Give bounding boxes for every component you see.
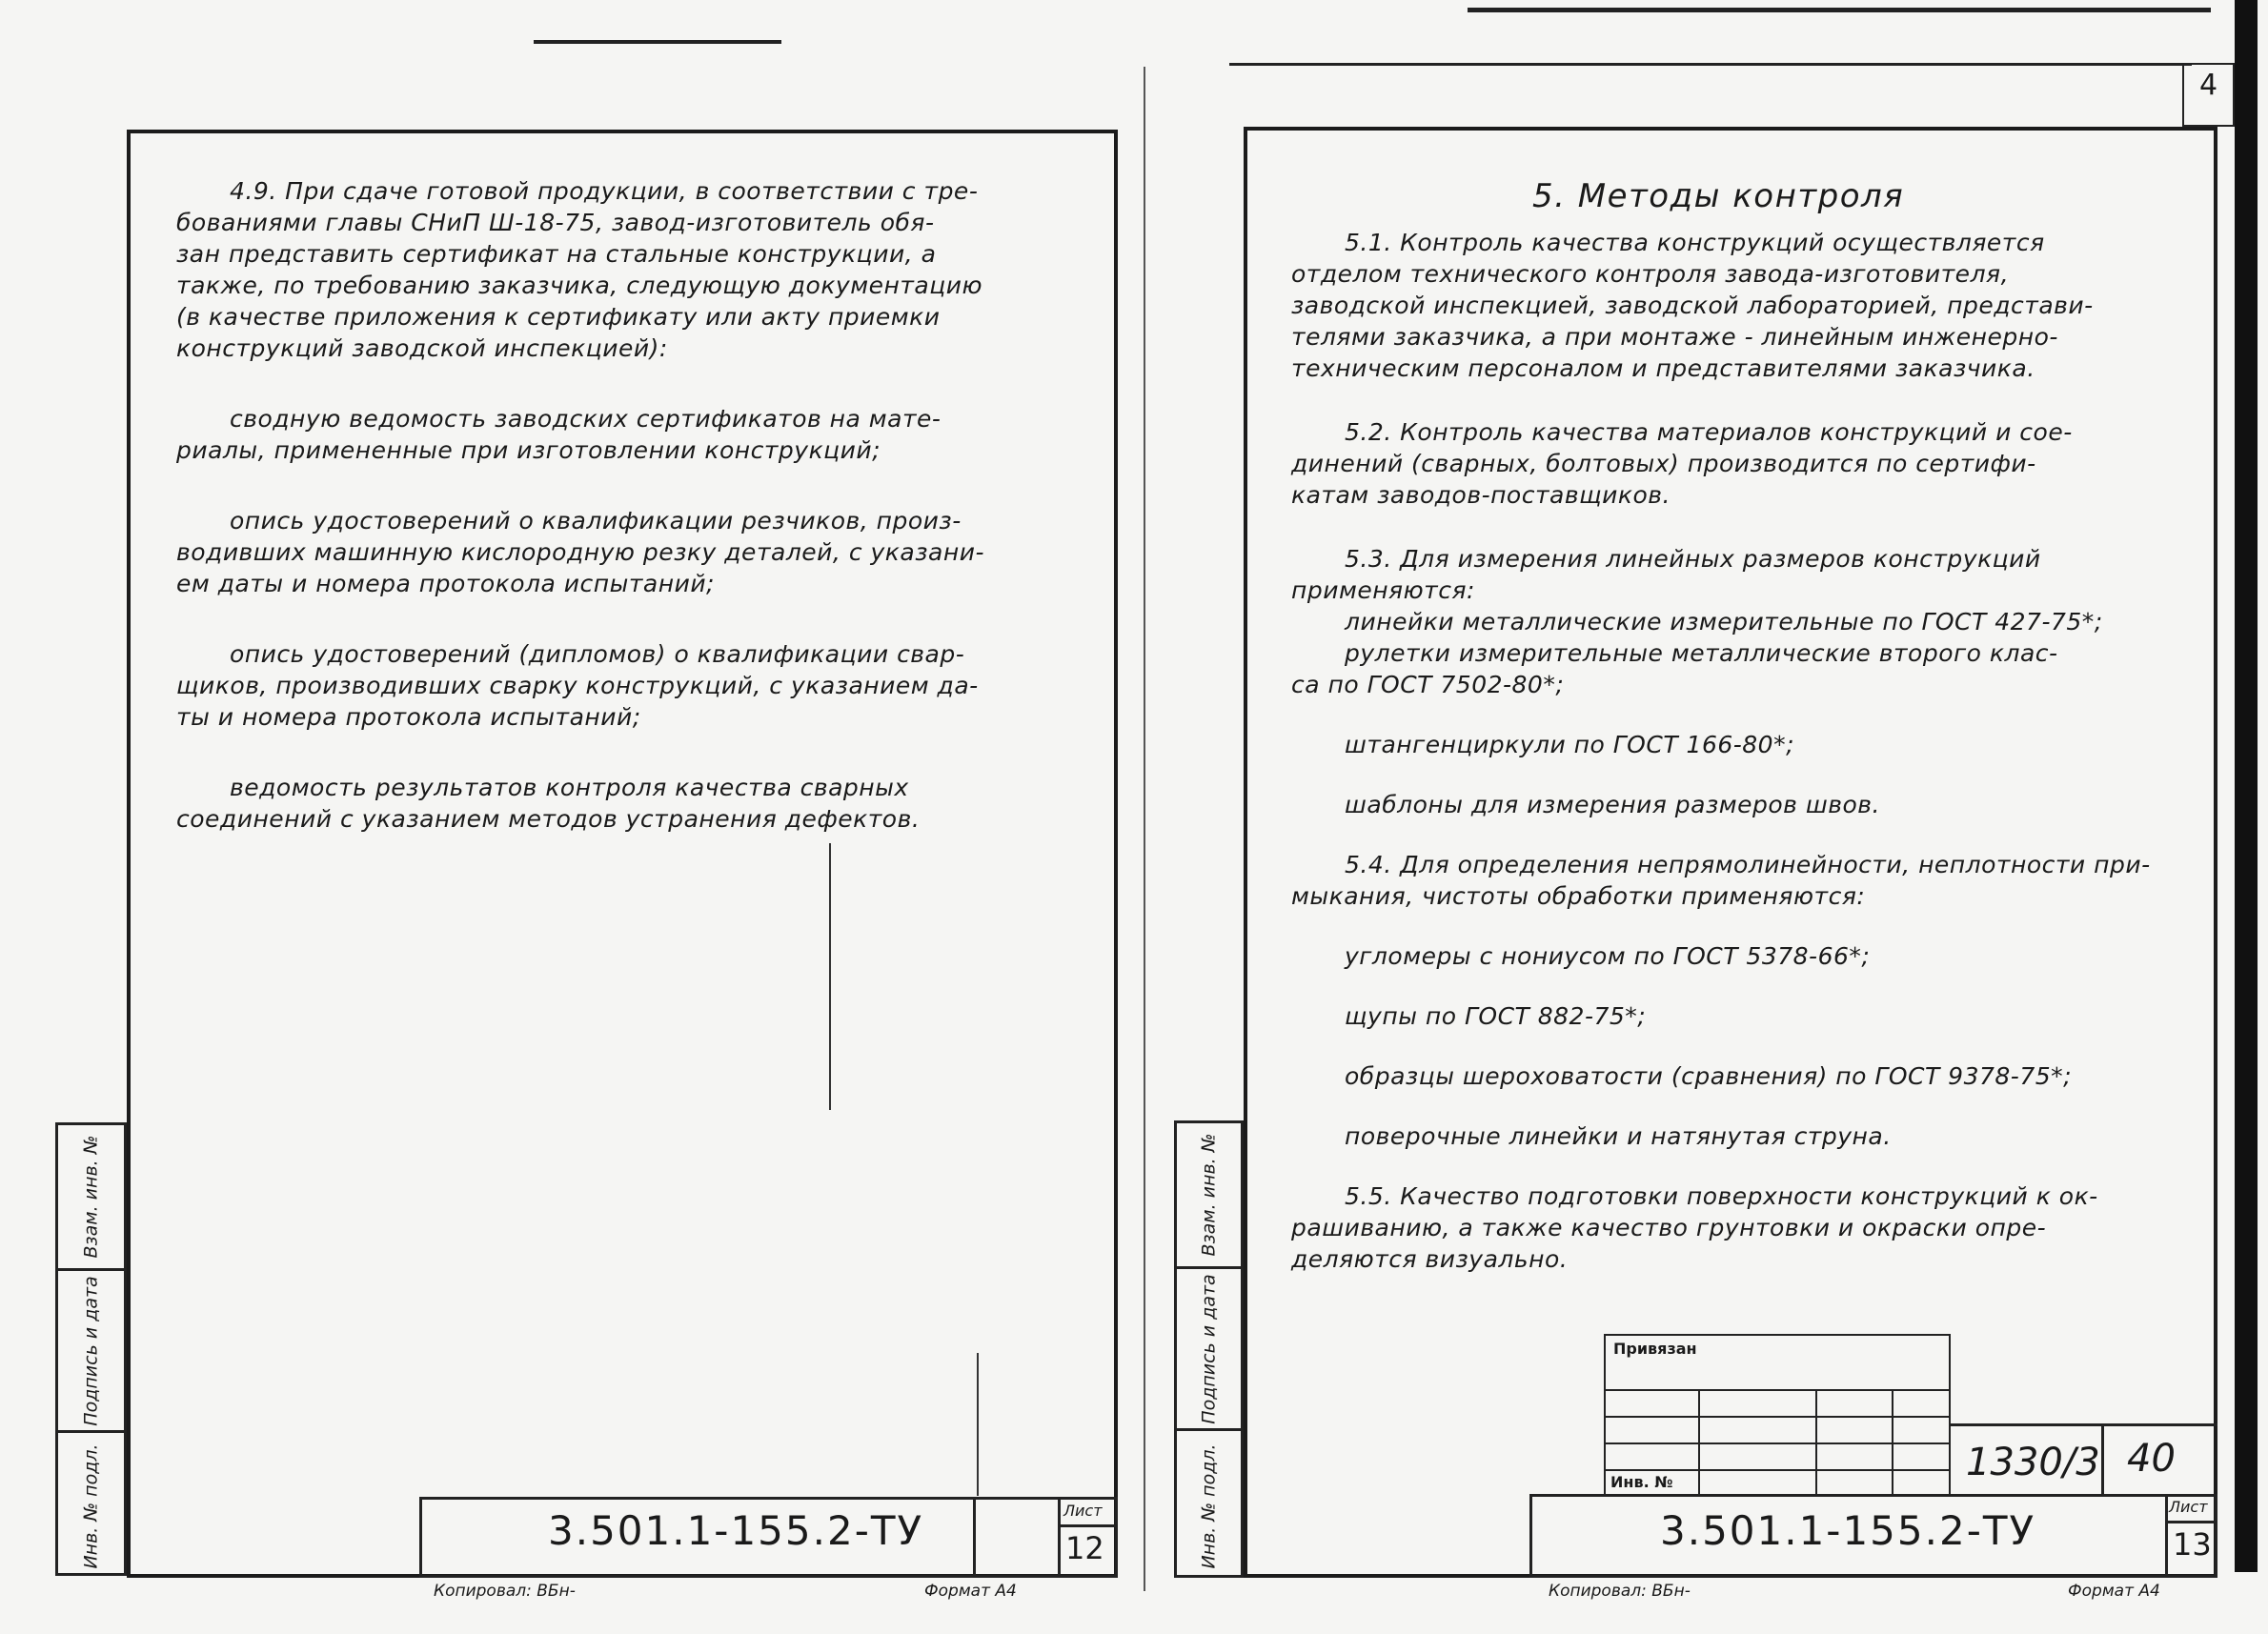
handwritten-page: 40: [2127, 1437, 2176, 1481]
scan-edge: [2235, 0, 2258, 1572]
grid-line: [1892, 1389, 1893, 1496]
stamp-divider: [1058, 1524, 1118, 1527]
paragraph-5-4: [1291, 849, 2151, 912]
left-sheet-label: Лист: [1063, 1502, 1103, 1520]
text-line: 5.4. Для определения непрямолинейности, неплотности при-: [1345, 851, 2151, 878]
text-line: отделом технического контроля завода-изготовителя,: [1291, 260, 2010, 288]
text-line: сводную ведомость заводских сертификатов на мате-: [230, 405, 942, 433]
text-line: риалы, примененные при изготовлении конструкций;: [176, 436, 881, 464]
grid-line: [1604, 1442, 1951, 1444]
text-line: заводской инспекцией, заводской лабораторией, представи-: [1291, 292, 2094, 319]
paragraph-rulers: [1291, 1120, 2151, 1152]
left-side-strip: [55, 1122, 127, 1576]
text-line: техническим персоналом и представителями заказчика.: [1291, 354, 2035, 382]
left-sheet-number: 12: [1065, 1530, 1104, 1566]
left-page-text: [176, 175, 984, 874]
left-copied-by: Копировал: ВБн-: [434, 1582, 576, 1601]
text-line: линейки металлические измерительные по ГОСТ 427-75*;: [1345, 608, 2103, 635]
text-line: также, по требованию заказчика, следующую документацию: [176, 272, 983, 299]
stamp-divider: [2165, 1494, 2168, 1578]
text-line: ведомость результатов контроля качества сварных: [230, 774, 909, 801]
scan-mark: [977, 1353, 979, 1496]
stamp-line: [2101, 1423, 2104, 1497]
text-line: мыкания, чистоты обработки применяются:: [1291, 882, 1866, 910]
text-line: зан представить сертификат на стальные конструкции, а: [176, 240, 937, 268]
right-page-text: [1291, 227, 2151, 1275]
paragraph-protractors: [1291, 940, 2151, 972]
handwritten-number: 1330/3: [1966, 1441, 2100, 1484]
text-line: бованиями главы СНиП Ш-18-75, завод-изготовитель обя-: [176, 209, 935, 236]
section-title: 5. Методы контроля: [1532, 177, 1905, 215]
bound-label: Привязан: [1613, 1340, 1697, 1358]
grid-line: [1604, 1416, 1951, 1418]
grid-line: [1604, 1469, 1951, 1471]
text-line: рашиванию, а также качество грунтовки и окраски опре-: [1291, 1214, 2047, 1241]
paragraph-templates: [1291, 789, 2151, 820]
grid-line: [1604, 1389, 1951, 1391]
text-line: ты и номера протокола испытаний;: [176, 703, 641, 731]
text-line: применяются:: [1291, 576, 1475, 604]
page-fold: [1144, 67, 1145, 1591]
paragraph-5-5: [1291, 1180, 2151, 1275]
inv-label: Инв. №: [1610, 1473, 1673, 1491]
text-line: опись удостоверений (дипломов) о квалификации свар-: [230, 640, 965, 668]
right-sheet-label: Лист: [2169, 1498, 2208, 1516]
left-format: Формат А4: [924, 1582, 1017, 1601]
text-line: угломеры с нониусом по ГОСТ 5378-66*;: [1345, 942, 1871, 970]
text-line: штангенциркули по ГОСТ 166-80*;: [1345, 731, 1795, 758]
scan-line: [1468, 8, 2211, 12]
side-cell-signature: Подпись и дата: [58, 1268, 124, 1430]
paragraph-4-9: [176, 175, 984, 364]
text-line: динений (сварных, болтовых) производится по сертифи-: [1291, 450, 2036, 477]
right-copied-by: Копировал: ВБн-: [1549, 1582, 1691, 1601]
paragraph-cutters: [176, 505, 984, 599]
side-cell-vzam: Взам. инв. №: [80, 1135, 102, 1259]
scan-mark: [829, 843, 831, 1110]
text-line: щупы по ГОСТ 882-75*;: [1345, 1002, 1647, 1030]
side-cell-vzam: Взам. инв. №: [1198, 1133, 1220, 1257]
scan-line: [534, 40, 781, 44]
text-line: опись удостоверений о квалификации резчиков, произ-: [230, 507, 962, 535]
text-line: (в качестве приложения к сертификату или акту приемки: [176, 303, 941, 331]
text-line: рулетки измерительные металлические второго клас-: [1345, 639, 2058, 667]
stamp-divider: [1058, 1497, 1061, 1578]
right-side-strip: [1174, 1120, 1244, 1578]
text-line: са по ГОСТ 7502-80*;: [1291, 671, 1565, 698]
text-line: поверочные линейки и натянутая струна.: [1345, 1122, 1892, 1150]
paragraph-5-2: [1291, 416, 2151, 511]
stamp-divider: [2165, 1521, 2217, 1523]
text-line: конструкций заводской инспекцией):: [176, 334, 668, 362]
paragraph-certificates: [176, 403, 984, 466]
text-line: образцы шероховатости (сравнения) по ГОСТ 9378-75*;: [1345, 1062, 2073, 1090]
text-line: щиков, производивших сварку конструкций, с указанием да-: [176, 672, 979, 699]
text-line: катам заводов-поставщиков.: [1291, 481, 1671, 509]
stamp-line: [1951, 1423, 2217, 1426]
stamp-divider: [973, 1497, 976, 1578]
side-cell-inv-podl: Инв. № подл.: [58, 1430, 124, 1579]
side-cell-inv-podl: Инв. № подл.: [1177, 1428, 1241, 1581]
corner-number: 4: [2199, 69, 2218, 102]
text-line: 5.5. Качество подготовки поверхности конструкций к ок-: [1345, 1182, 2098, 1210]
text-line: 5.3. Для измерения линейных размеров конструкций: [1345, 545, 2041, 573]
right-format: Формат А4: [2068, 1582, 2160, 1601]
paragraph-roughness: [1291, 1060, 2151, 1092]
right-document-code: 3.501.1-155.2-ТУ: [1660, 1507, 2036, 1554]
text-line: 5.2. Контроль качества материалов конструкций и сое-: [1345, 418, 2073, 446]
scan-line: [1229, 63, 2192, 66]
left-document-code: 3.501.1-155.2-ТУ: [548, 1507, 924, 1554]
side-cell-signature: Подпись и дата: [1177, 1266, 1241, 1428]
text-line: 5.1. Контроль качества конструкций осуществляется: [1345, 229, 2045, 256]
text-line: телями заказчика, а при монтаже - линейным инженерно-: [1291, 323, 2058, 351]
paragraph-5-3: [1291, 543, 2151, 700]
right-sheet-number: 13: [2173, 1526, 2212, 1563]
text-line: 4.9. При сдаче готовой продукции, в соответствии с тре-: [230, 177, 979, 205]
text-line: деляются визуально.: [1291, 1245, 1569, 1273]
paragraph-feelers: [1291, 1000, 2151, 1032]
paragraph-calipers: [1291, 729, 2151, 760]
grid-line: [1698, 1389, 1700, 1496]
grid-line: [1815, 1389, 1817, 1496]
paragraph-welders: [176, 638, 984, 733]
bound-grid: [1604, 1334, 1951, 1496]
text-line: ем даты и номера протокола испытаний;: [176, 570, 715, 597]
text-line: соединений с указанием методов устранения дефектов.: [176, 805, 921, 833]
text-line: шаблоны для измерения размеров швов.: [1345, 791, 1880, 818]
text-line: водивших машинную кислородную резку деталей, с указани-: [176, 538, 984, 566]
paragraph-5-1: [1291, 227, 2151, 384]
paragraph-weld-control: [176, 772, 984, 835]
